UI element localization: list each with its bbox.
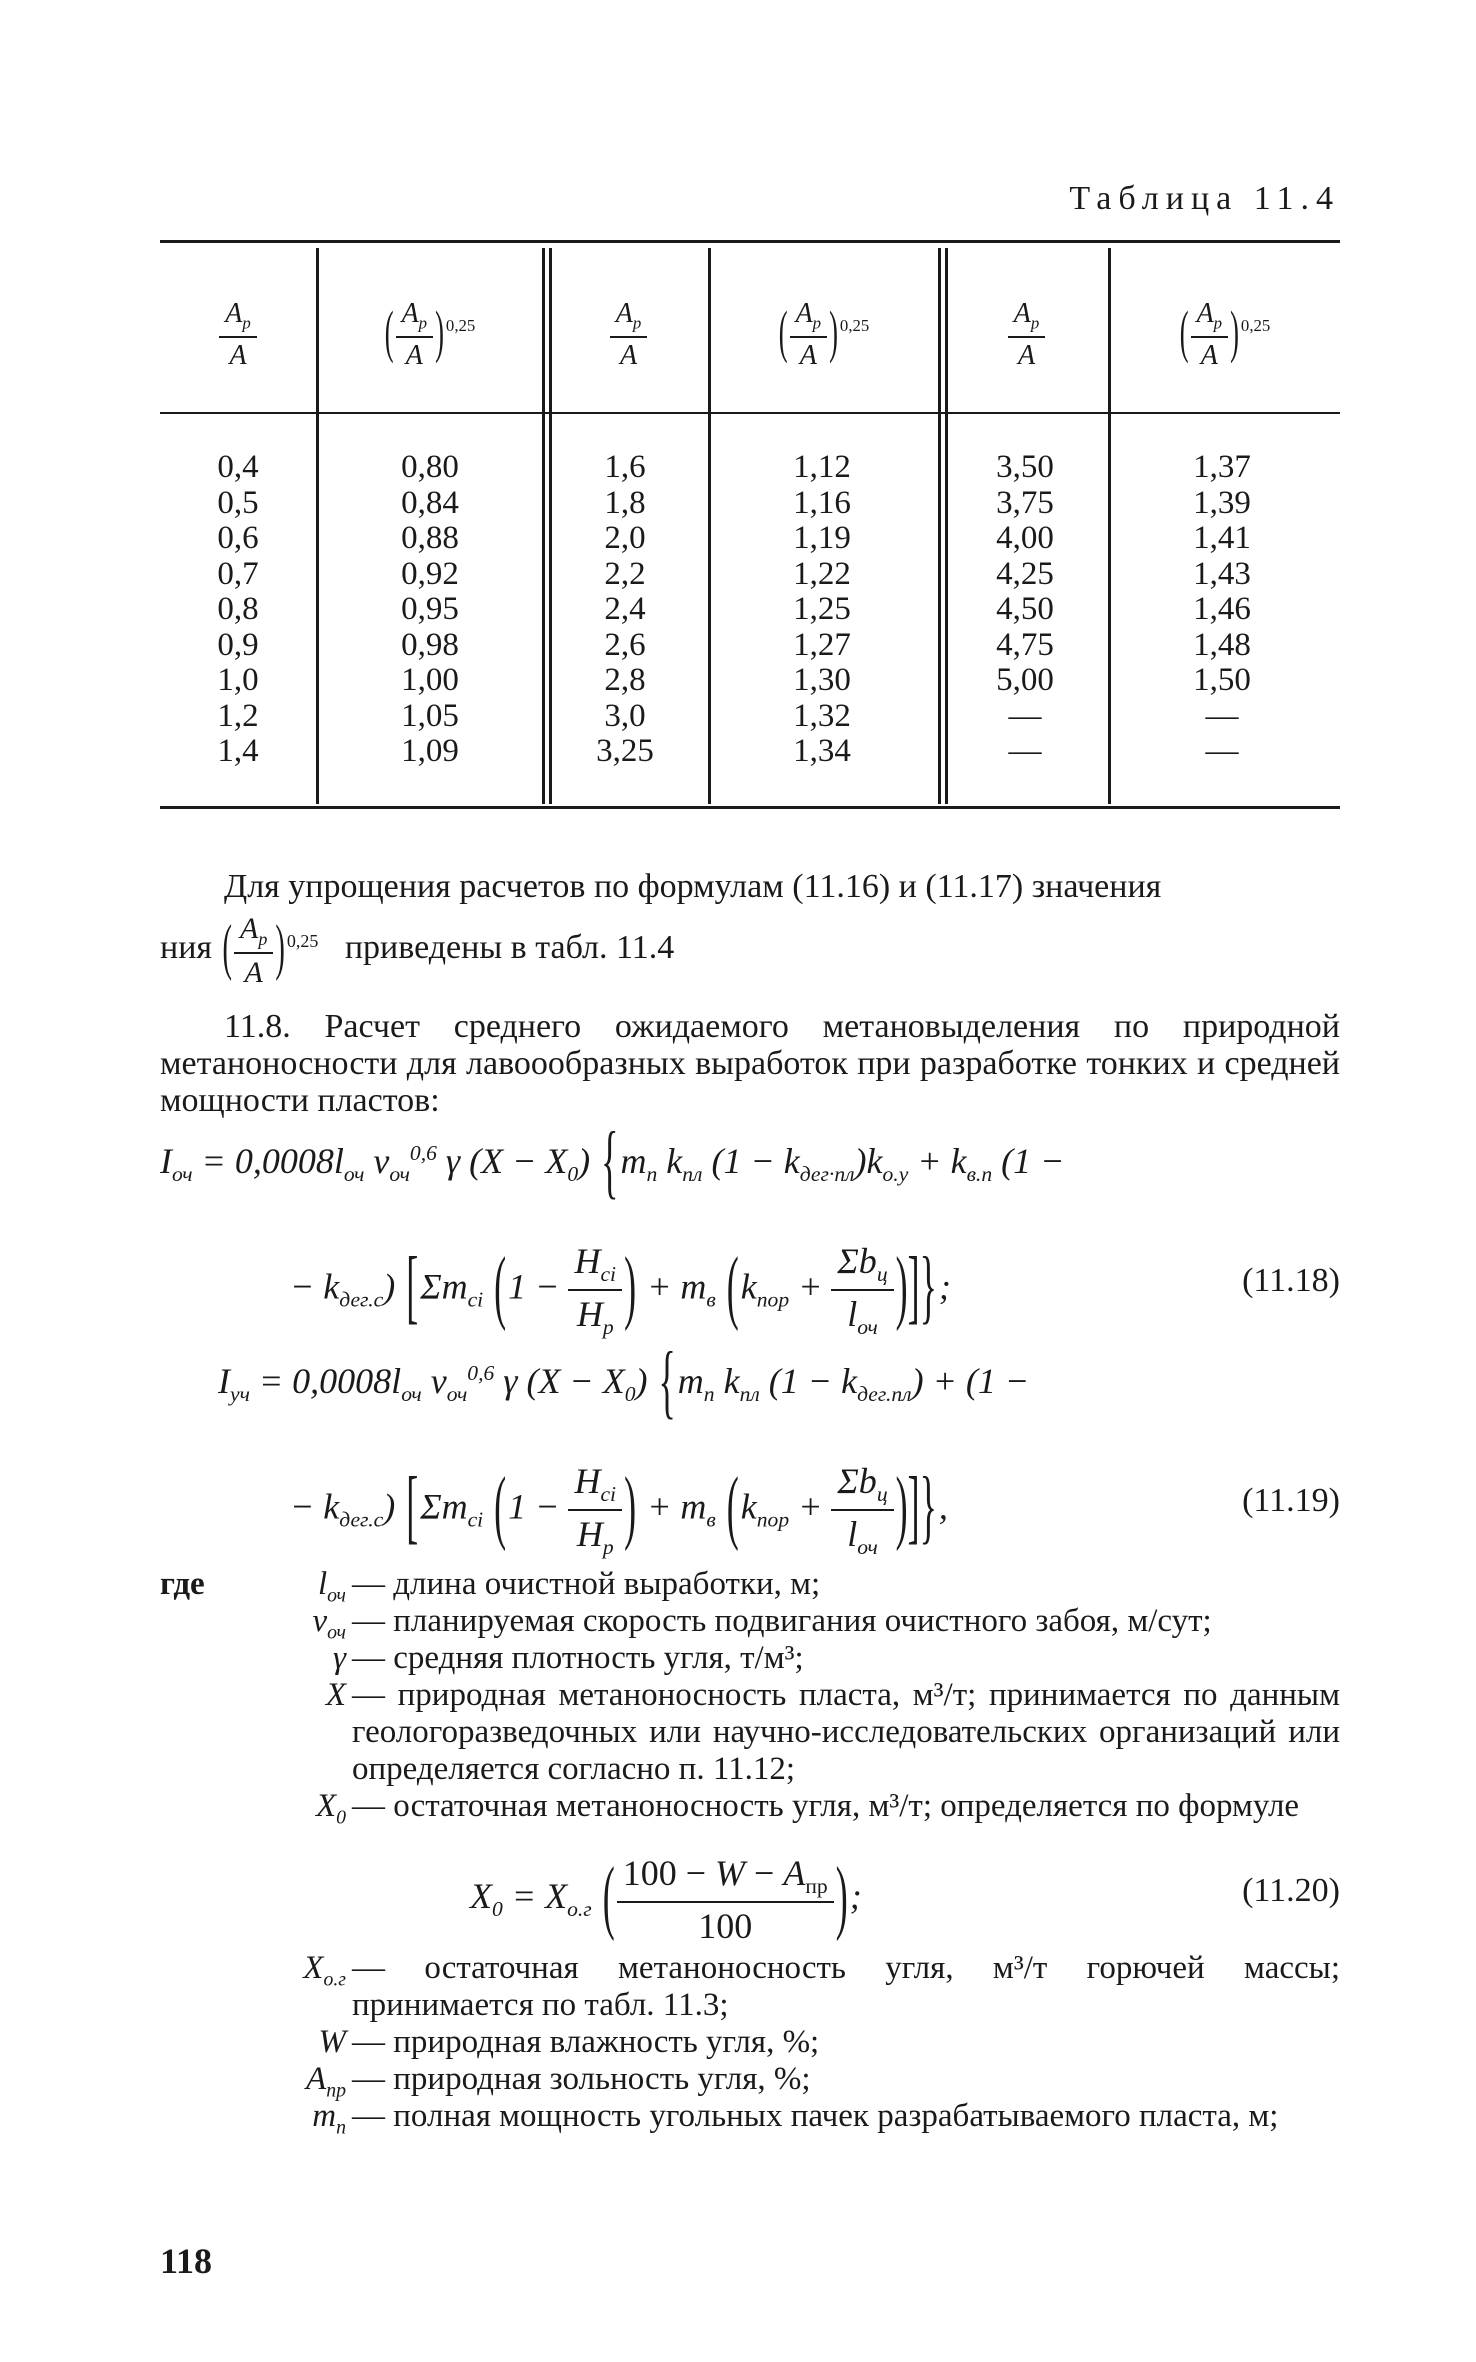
col-header-ratio-3: $\frac{A_р}{A}$ <box>945 280 1108 390</box>
equation-11-20-number: (11.20) <box>1242 1872 1340 1909</box>
definitions-list-2 <box>160 1950 1340 2139</box>
equation-11-20: $X_0 = X_{о.г}$ ( $\frac{100 - W - A_{пр}}{100}$ ); <box>470 1849 862 1947</box>
definition-gamma: γ — средняя плотность угля, т/м³; <box>332 1640 804 1676</box>
page-number: 118 <box>160 2241 213 2281</box>
definition-voch: $v_{оч}$ — планируемая скорость подвигания очистного забоя, м/сут; <box>312 1603 1212 1644</box>
definition-xog: $X_{о.г}$ — остаточная метаноносность угля, м³/т горючей массы; принимается по табл. 11.3; <box>303 1950 1340 2023</box>
definition-x: X — природная метаноносность пласта, м³/т; принимается по данным геологоразведочных или научно-исследовательских организаций или определяется согласно п. 11.12; <box>325 1677 1340 1787</box>
table-caption: Таблица 11.4 <box>1069 180 1340 217</box>
table-column-6: 1,37 1,39 1,41 1,43 1,46 1,48 1,50 — — <box>1193 449 1251 769</box>
table-bottom-rule <box>160 806 1340 809</box>
col-header-power-3: ( $\frac{A_р}{A}$ ) $^{0,25}$ <box>1179 298 1271 371</box>
col-header-ratio-1: $\frac{A_р}{A}$ <box>160 280 316 390</box>
col-header-power-2: ( $\frac{A_р}{A}$ ) $^{0,25}$ <box>778 298 870 371</box>
definitions-list-1 <box>160 1566 1340 1829</box>
col-header-power-1: ( $\frac{A_р}{A}$ ) $^{0,25}$ <box>384 298 476 371</box>
equation-11-19-line-1: $I_{уч} = 0,0008l_{оч}$ $v_{оч}^{0,6}$ γ $(X - X_0)$ {$m_п$ $k_{пл}$ $(1 - k_{дег.пл}) + (1$ − <box>218 1335 1030 1427</box>
col-header-ratio-2: $\frac{A_р}{A}$ <box>549 280 708 390</box>
equation-11-19-number: (11.19) <box>1242 1482 1340 1519</box>
definition-x0: $X_0$ — остаточная метаноносность угля, м³/т; определяется по формуле <box>315 1788 1300 1829</box>
equation-11-19-line-2: − $k_{дег.с}$) [$\Sigma m_{ci}$ (1 − $\frac{H_{ci}}{H_р}$ ) + $m_в$ ($k_{пор}$ + $\frac{\Sigma b_ц}{l_{оч}}$ )]}, <box>290 1460 948 1560</box>
definition-loch: $l_{оч}$ — длина очистной выработки, м; <box>318 1566 821 1607</box>
table-column-1: 0,4 0,5 0,6 0,7 0,8 0,9 1,0 1,2 1,4 <box>217 449 259 769</box>
table-column-2: 0,80 0,84 0,88 0,92 0,95 0,98 1,00 1,05 1,09 <box>401 449 459 769</box>
table-column-5: 3,50 3,75 4,00 4,25 4,50 4,75 5,00 — — <box>996 449 1054 769</box>
section-11-8-heading: 11.8. Расчет среднего ожидаемого метановыделения по природной метаноносности для лавоообразных выработок при разработке тонких и средней мощности пластов: <box>160 1008 1340 1119</box>
paragraph-simplification: Для упрощения расчетов по формулам (11.16) и (11.17) значения <box>224 868 1162 905</box>
table-top-rule <box>160 240 1340 243</box>
definition-mp: $m_п$ — полная мощность угольных пачек разрабатываемого пласта, м; <box>312 2098 1279 2139</box>
definition-apr: $A_{пр}$ — природная зольность угля, %; <box>306 2061 811 2102</box>
table-column-4: 1,12 1,16 1,19 1,22 1,25 1,27 1,30 1,32 1,34 <box>793 449 851 769</box>
table-column-3: 1,6 1,8 2,0 2,2 2,4 2,6 2,8 3,0 3,25 <box>596 449 654 769</box>
equation-11-18-line-2: − $k_{дег.с}$) [$\Sigma m_{ci}$ (1 − $\frac{H_{ci}}{H_р}$ ) + $m_в$ ($k_{пор}$ + $\frac{\Sigma b_ц}{l_{оч}}$ )]}; <box>290 1240 951 1340</box>
table-header-rule <box>160 412 1340 414</box>
definition-w: W — природная влажность угля, %; <box>318 2024 820 2060</box>
paragraph-simplification-tail: ния ( $\frac{A_р}{A}$ ) $^{0,25}$ приведены в табл. 11.4 <box>160 912 675 989</box>
equation-11-18-line-1: $I_{оч} = 0,0008l_{оч}$ $v_{оч}^{0,6}$ γ $(X - X_0)$ {$m_п$ $k_{пл}$ $(1 - k_{дег\cdot пл})k_{о.у} + k_{в.п}$ (1 − <box>160 1115 1065 1207</box>
table-11-4 <box>160 240 1340 812</box>
equation-11-18-number: (11.18) <box>1242 1262 1340 1299</box>
where-label: где <box>160 1566 205 1602</box>
